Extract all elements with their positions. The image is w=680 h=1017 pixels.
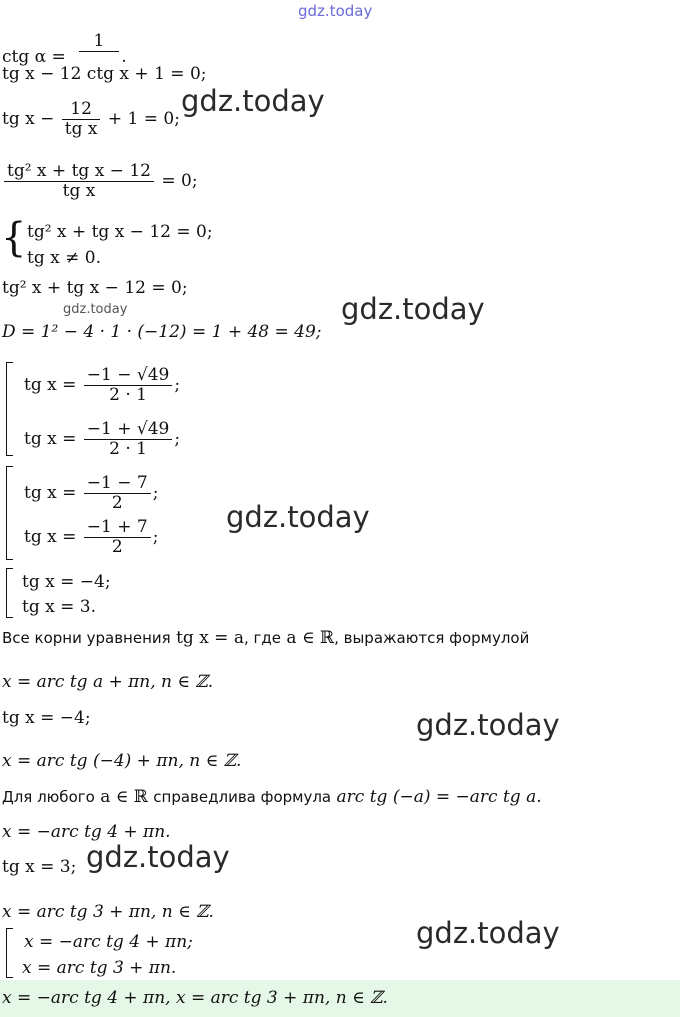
set-bracket-2 xyxy=(6,466,13,560)
eq4-fraction xyxy=(4,162,154,201)
quadratic-equation: tg² x + tg x − 12 = 0; xyxy=(2,278,188,298)
root-plus-denominator: 2 · 1 xyxy=(109,439,147,459)
equation-common-denominator xyxy=(2,162,198,201)
root-value-plus-lead: tg x = xyxy=(24,527,77,547)
general-formula-expressed: , выражаются формулой xyxy=(334,629,530,647)
case-tg-3: tg x = 3; xyxy=(2,857,77,877)
union-line-2: x = arc tg 3 + πn. xyxy=(22,958,177,978)
line-ctg-definition: ctg α = 1 . xyxy=(2,32,127,71)
general-formula-text xyxy=(2,628,529,648)
general-formula-domain: a ∈ ℝ xyxy=(286,628,335,648)
odd-property-formula: arc tg (−a) = −arc tg a. xyxy=(336,787,542,807)
set-bracket-1 xyxy=(6,362,13,456)
watermark-1: gdz.today xyxy=(181,84,325,118)
system-line-1: tg² x + tg x − 12 = 0; xyxy=(27,222,213,242)
union-line-1: x = −arc tg 4 + πn; xyxy=(24,932,193,952)
root-value-minus-fraction xyxy=(84,474,151,513)
tg-root-2: tg x = 3. xyxy=(22,597,96,617)
eq3-numerator: 12 xyxy=(62,100,101,120)
solution-minus-arctg-4: x = −arc tg 4 + πn. xyxy=(2,822,171,842)
system-brace: { xyxy=(1,215,27,261)
general-formula-label: Все корни уравнения xyxy=(2,629,171,647)
tg-root-1: tg x = −4; xyxy=(22,572,111,592)
root-formula-plus-fraction xyxy=(84,420,173,459)
eq4-numerator: tg² x + tg x − 12 xyxy=(4,162,154,182)
root-value-minus-denominator: 2 xyxy=(111,493,123,513)
root-formula-minus: tg x = $\frac{-1 - √49}{2 \cdot 1}$ ; xyxy=(24,365,181,405)
root-value-plus-denominator: 2 xyxy=(111,537,123,557)
solution-minus-4: x = arc tg (−4) + πn, n ∈ ℤ. xyxy=(2,751,242,771)
odd-property-domain: a ∈ ℝ xyxy=(100,787,148,807)
odd-property-label: Для любого xyxy=(2,788,95,806)
eq3-fraction xyxy=(62,100,101,139)
root-minus-denominator: 2 · 1 xyxy=(109,385,147,405)
watermark-3: gdz.today xyxy=(226,500,370,534)
equation-original: tg x − 12 ctg x + 1 = 0; xyxy=(2,64,207,84)
equation-substituted xyxy=(2,100,180,139)
final-answer: x = −arc tg 4 + πn, x = arc tg 3 + πn, n ∈ ℤ. xyxy=(2,988,388,1008)
root-formula-plus-lead: tg x = xyxy=(24,429,77,449)
solution-3: x = arc tg 3 + πn, n ∈ ℤ. xyxy=(2,902,214,922)
system-line-2: tg x ≠ 0. xyxy=(27,248,101,268)
eq3-lead: tg x − xyxy=(2,109,55,129)
watermark-6: gdz.today xyxy=(416,916,560,950)
general-formula-where: , где xyxy=(243,629,282,647)
root-formula-minus-fraction xyxy=(84,366,173,405)
case-tg-minus-4: tg x = −4; xyxy=(2,708,91,728)
eq4-denominator: tg x xyxy=(62,181,96,201)
root-value-minus: tg x = $\frac{-1 - 7}{2}$ ; xyxy=(24,473,159,513)
general-solution: x = arc tg a + πn, n ∈ ℤ. xyxy=(2,672,214,692)
watermark-2: gdz.today xyxy=(341,292,485,326)
root-formula-plus: tg x = $\frac{-1 + √49}{2 \cdot 1}$ ; xyxy=(24,419,181,459)
odd-property-text xyxy=(2,787,542,807)
ctg-fraction: 1 xyxy=(79,32,120,71)
odd-property-valid: справедлива формула xyxy=(153,788,332,806)
root-value-plus-fraction xyxy=(84,518,151,557)
root-value-minus-lead: tg x = xyxy=(24,483,77,503)
eq4-tail: = 0; xyxy=(161,171,198,191)
set-bracket-3 xyxy=(6,568,13,618)
general-formula-equation: tg x = a xyxy=(176,628,244,648)
watermark-5: gdz.today xyxy=(86,840,230,874)
union-bracket xyxy=(6,928,13,978)
root-formula-minus-lead: tg x = xyxy=(24,375,77,395)
root-value-plus: tg x = $\frac{-1 + 7}{2}$ ; xyxy=(24,517,159,557)
watermark-4: gdz.today xyxy=(416,708,560,742)
eq3-denominator: tg x xyxy=(64,119,98,139)
discriminant: D = 1² − 4 · 1 · (−12) = 1 + 48 = 49; xyxy=(2,322,322,342)
root-value-minus-numerator: −1 − 7 xyxy=(84,474,151,494)
root-plus-numerator: −1 + √49 xyxy=(84,420,173,440)
watermark-small: gdz.today xyxy=(63,302,128,317)
root-minus-numerator: −1 − √49 xyxy=(84,366,173,386)
eq3-tail: + 1 = 0; xyxy=(107,109,180,129)
root-value-plus-numerator: −1 + 7 xyxy=(84,518,151,538)
watermark-top: gdz.today xyxy=(298,2,373,20)
